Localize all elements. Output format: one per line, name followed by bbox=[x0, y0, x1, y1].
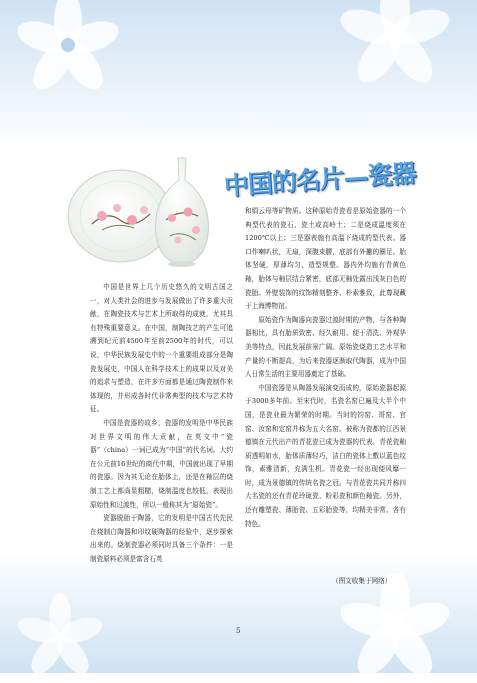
source-note: （图文收集于网络） bbox=[332, 577, 392, 585]
article-title: 中国的名片—瓷器 bbox=[222, 158, 417, 201]
porcelain-photo bbox=[62, 150, 222, 270]
flower-decoration-icon bbox=[330, 0, 460, 90]
flower-decoration-icon bbox=[10, 593, 110, 683]
right-column bbox=[245, 205, 406, 531]
paragraph: 中国是瓷器的故乡，瓷器的发明是中华民族对世界文明的伟大贡献，在英文中“瓷器”（china）一词已成为“中国”的代名词。大约在公元前16世纪的商代中期，中国就出现了早期的瓷器。因为其无论在胎体上，还是在釉层的烧制工艺上都尚显粗糙，烧制温度也较低，表现出原始性和过渡性，所以一般称其为“原始瓷”。 bbox=[90, 418, 233, 509]
paragraph: 瓷器脱胎于陶器，它的发明是中国古代先民在烧制白陶器和印纹硬陶器的经验中，逐步探索出来的。烧制瓷器必须同时具备三个条件：一是制瓷原料必须是富含石英 bbox=[90, 514, 233, 563]
paragraph: 和绢云母等矿物质。这种原始青瓷看是原始瓷器的一个典型代表的瓷石、瓷土或高岭土；二是烧成温度须在1200℃以上；三是器表施有高温下烧成的型代表。器口作喇叭状，无扇，深腹束腰，底部有外撇的圈足。胎体坚硬，厚薄均匀，造型规整。器内外均施有青黄色釉，胎体与釉层结合紧密，底部无釉处露出浅灰白色的瓷胎。外壁装饰的纹饰精刻整齐、朴素雅致，此尊现藏于上海博物馆。 bbox=[245, 207, 406, 311]
flower-decoration-icon bbox=[8, 0, 128, 100]
page-number: 5 bbox=[236, 627, 241, 635]
paragraph: 中国是世界上几个历史悠久的文明古国之一，对人类社会的进步与发展做出了许多重大贡献，在陶瓷技术与艺术上所取得的成就，尤其具有特殊重要意义。在中国，制陶技艺的产生可追溯到纪元前4500年至前2500年的时代，可以说，中华民族发展史中的一个重要组成部分是陶瓷发展史，中国人在科学技术上的成果以及对美的追求与塑造，在许多方面都是通过陶瓷制作来体现的，并形成各时代非常典型的技术与艺术特征。 bbox=[90, 283, 233, 414]
paragraph: 原始瓷作为陶器向瓷器过渡时期的产物，与各种陶器相比，具有胎质致密、经久耐用、便于清洗、外观华美等特点，因此发展前景广阔。原始瓷烧造工艺水平和产量的不断提高，为后来瓷器逐渐取代陶器，成为中国人日常生活的主要用器奠定了基础。 bbox=[245, 315, 406, 379]
header-decoration bbox=[0, 0, 477, 150]
paragraph: 中国瓷器是从陶器发展演变而成的，原始瓷器起源于3000多年前。至宋代时，名瓷名窑已遍及大半个中国，是瓷业最为繁荣的时期。当时的钧窑、哥窑、官窑、汝窑和定窑并称为五大名窑。被称为瓷都的江西景德镇在元代出产的青花瓷已成为瓷器的代表。青花瓷釉质透明如水，胎体质薄轻巧，洁白的瓷体上敷以蓝色纹饰，素雅清新，充满生机。青花瓷一经出现便风靡一时，成为景德镇的传统名瓷之冠。与青花瓷共同并称四大名瓷的还有青花玲珑瓷、粉彩瓷和颜色釉瓷。另外，还有雕塑瓷、薄胎瓷、五彩胎瓷等，均精美非常、各有特色。 bbox=[245, 383, 406, 528]
flower-decoration-icon bbox=[330, 573, 460, 683]
footer-decoration bbox=[0, 553, 477, 673]
left-column bbox=[90, 281, 233, 566]
